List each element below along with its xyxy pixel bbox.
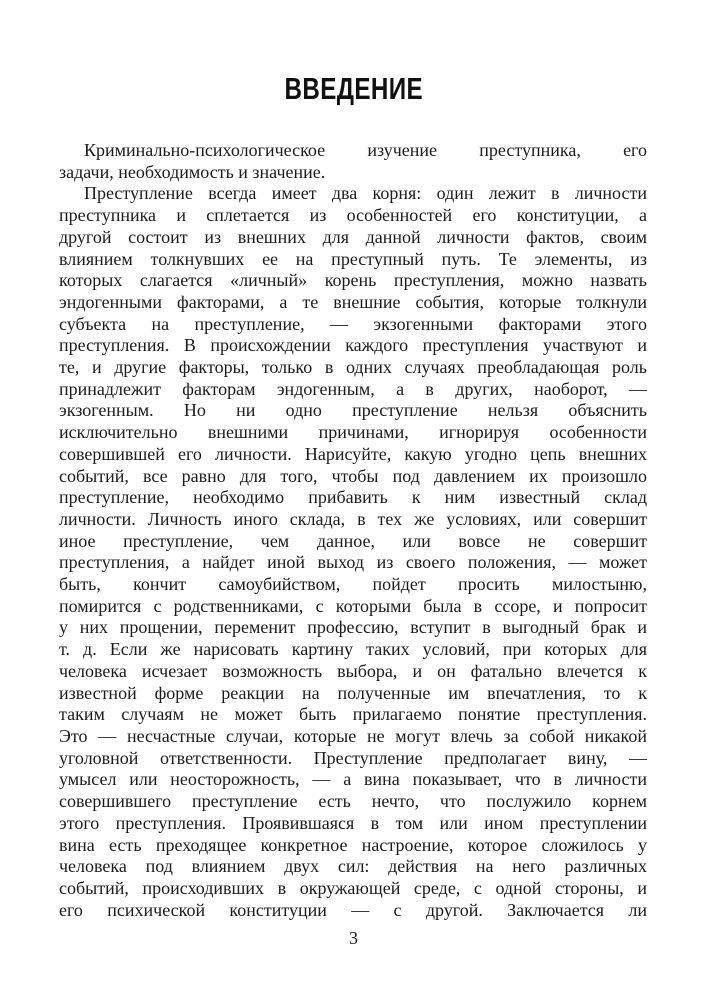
page-number: 3 xyxy=(349,928,358,948)
text-line: совершившего преступление есть нечто, что послужило корнем xyxy=(59,791,647,812)
text-line: преступника и сплетается из особенностей его конституции, а xyxy=(59,205,647,226)
text-line: событий, происходивших в окружающей среде, с одной стороны, и xyxy=(59,877,647,898)
text-line: преступления. В происхождении каждого преступления участвуют и xyxy=(59,335,647,356)
document-body xyxy=(59,140,647,921)
chapter-title xyxy=(0,73,707,104)
text-line: событий, все равно для того, чтобы под давлением их произошло xyxy=(59,465,647,486)
text-line: Криминально-психологическое изучение преступника, его xyxy=(84,140,647,160)
text-line: иное преступление, чем данное, или вовсе не совершит xyxy=(59,530,647,551)
text-line: те, и другие факторы, только в одних случаях преобладающая роль xyxy=(59,357,647,378)
text-line: этого преступления. Проявившаяся в том или ином преступлении xyxy=(59,812,647,833)
text-line: у них прощении, переменит профессию, вступит в выгодный брак и xyxy=(59,617,647,638)
text-line: таким случаям не может быть прилагаемо понятие преступления. xyxy=(59,704,647,725)
text-line: задачи, необходимость и значение. xyxy=(59,161,326,182)
text-line: Преступление всегда имеет два корня: один лежит в личности xyxy=(84,183,647,204)
text-line: т. д. Если же нарисовать картину таких условий, при которых для xyxy=(59,639,647,660)
text-line: человека исчезает возможность выбора, и он фатально влечется к xyxy=(59,660,647,681)
text-line: человека под влиянием двух сил: действия на него различных xyxy=(59,856,647,877)
text-line: его психической конституции — с другой. Заключается ли xyxy=(59,899,647,920)
text-line: быть, кончит самоубийством, пойдет просить милостыню, xyxy=(59,574,647,595)
text-line: личности. Личность иного склада, в тех же условиях, или совершит xyxy=(59,508,647,529)
text-line: совершившей его личности. Нарисуйте, какую угодно цепь внешних xyxy=(59,443,647,464)
chapter-title-text: ВВЕДЕНИЕ xyxy=(284,71,423,106)
text-line: преступления, а найдет иной выход из своего положения, — может xyxy=(59,552,647,573)
text-line: вина есть преходящее конкретное настроение, которое сложилось у xyxy=(59,834,647,855)
text-line: уголовной ответственности. Преступление предполагает вину, — xyxy=(59,747,647,768)
text-line: известной форме реакции на полученные им впечатления, то к xyxy=(59,682,647,703)
paragraph xyxy=(59,140,647,183)
text-line: которых слагается «личный» корень преступления, можно назвать xyxy=(59,270,647,291)
text-line: субъекта на преступление, — экзогенными факторами этого xyxy=(59,313,647,334)
text-line: исключительно внешними причинами, игнорируя особенности xyxy=(59,422,647,443)
text-line: принадлежит факторам эндогенным, а в других, наоборот, — xyxy=(59,378,647,399)
text-line: другой состоит из внешних для данной личности фактов, своим xyxy=(59,226,647,247)
text-line: помирится с родственниками, с которыми была в ссоре, и попросит xyxy=(59,595,647,616)
paragraph xyxy=(59,183,647,921)
text-line: Это — несчастные случаи, которые не могут влечь за собой никакой xyxy=(59,725,647,746)
text-line: умысел или неосторожность, — а вина показывает, что в личности xyxy=(59,769,647,790)
text-line: преступление, необходимо прибавить к ним известный склад xyxy=(59,487,647,508)
text-line: экзогенным. Но ни одно преступление нельзя объяснить xyxy=(59,400,647,421)
text-line: влиянием толкнувших ее на преступный путь. Те элементы, из xyxy=(59,248,647,269)
text-line: эндогенными факторами, а те внешние события, которые толкнули xyxy=(59,291,647,312)
